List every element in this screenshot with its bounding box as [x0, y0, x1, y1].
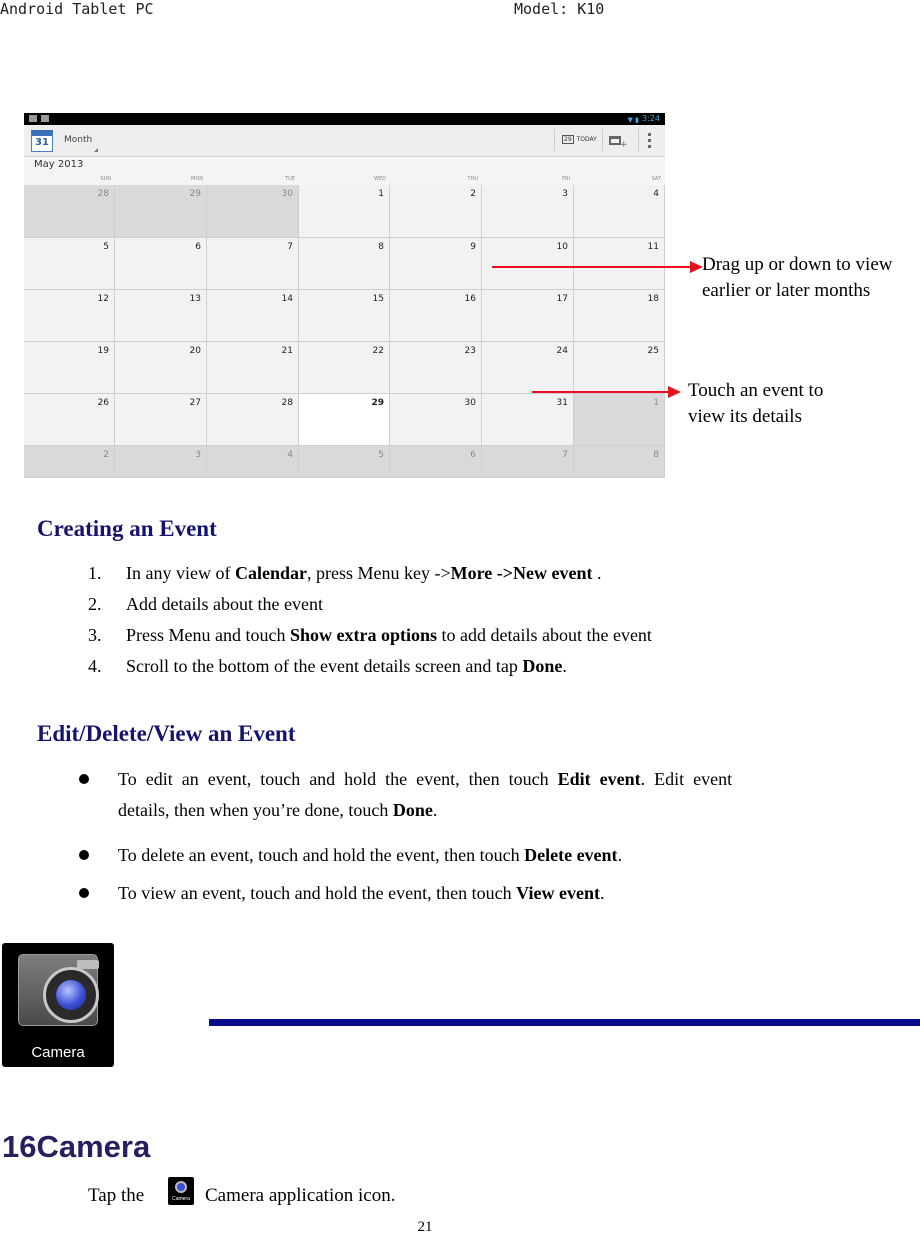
header-model: Model: K10 [514, 0, 605, 18]
step-number: 4. [88, 656, 102, 676]
divider [602, 129, 603, 151]
calendar-day-cell[interactable]: 5 [299, 446, 390, 478]
divider [638, 129, 639, 151]
bullet-icon [79, 850, 89, 860]
section-rule [209, 1019, 920, 1026]
weekday-label: SUN [100, 176, 111, 182]
calendar-day-cell[interactable]: 1 [574, 394, 665, 446]
step-2: Add details about the event [126, 594, 323, 614]
creating-heading: Creating an Event [37, 516, 217, 541]
calendar-day-cell[interactable]: 9 [390, 238, 482, 290]
calendar-day-cell[interactable]: 26 [24, 394, 115, 446]
edit-heading: Edit/Delete/View an Event [37, 721, 296, 746]
tap-suffix: Camera application icon. [205, 1185, 396, 1206]
camera-app-icon[interactable] [2, 943, 114, 1067]
tap-prefix: Tap the [88, 1185, 145, 1206]
calendar-day-cell[interactable]: 30 [207, 185, 299, 238]
today-button[interactable] [562, 135, 597, 144]
calendar-day-cell[interactable]: 1 [299, 185, 390, 238]
annotation-touch [688, 378, 823, 430]
arrow-right-icon [668, 386, 681, 398]
annotation-arrow-line [492, 266, 692, 268]
picture-notification-icon [29, 115, 37, 122]
month-title: May 2013 [34, 159, 84, 170]
weekday-label: MON [191, 176, 203, 182]
calendar-day-cell[interactable]: 17 [482, 290, 574, 342]
camera-icon [18, 954, 98, 1026]
step-number: 1. [88, 563, 102, 583]
calendar-day-cell[interactable]: 27 [115, 394, 207, 446]
bullet-icon [79, 774, 89, 784]
bullet-view: To view an event, touch and hold the event, then touch View event. [118, 883, 605, 903]
camera-app-small-icon: Camera [168, 1177, 194, 1205]
calendar-day-cell[interactable]: 7 [482, 446, 574, 478]
header-title: Android Tablet PC [0, 0, 154, 18]
calendar-day-cell[interactable]: 8 [299, 238, 390, 290]
step-3: Press Menu and touch Show extra options to add details about the event [126, 625, 652, 645]
calendar-day-cell[interactable]: 6 [115, 238, 207, 290]
step-4: Scroll to the bottom of the event details screen and tap Done. [126, 656, 567, 676]
month-grid [24, 185, 665, 478]
calendar-day-cell[interactable]: 30 [390, 394, 482, 446]
calendar-app-icon[interactable]: 31 [31, 130, 53, 152]
calendar-day-cell[interactable]: 16 [390, 290, 482, 342]
view-mode-label: Month [64, 135, 93, 145]
bullet-icon [79, 888, 89, 898]
calendar-day-cell[interactable]: 4 [574, 185, 665, 238]
weekday-header-row [24, 175, 665, 185]
step-number: 3. [88, 625, 102, 645]
calendar-day-cell[interactable]: 31 [482, 394, 574, 446]
calendar-day-cell[interactable]: 12 [24, 290, 115, 342]
action-bar [24, 125, 665, 157]
calendar-day-cell[interactable]: 29 [115, 185, 207, 238]
view-mode-dropdown[interactable] [64, 135, 92, 145]
calendar-day-cell[interactable]: 7 [207, 238, 299, 290]
weekday-label: THU [467, 176, 478, 182]
calendar-day-cell[interactable]: 4 [207, 446, 299, 478]
annotation-drag [702, 252, 893, 304]
wifi-battery-icon: ▼ ▮ [627, 116, 639, 124]
step-number: 2. [88, 594, 102, 614]
calendar-day-cell[interactable]: 22 [299, 342, 390, 394]
new-event-icon[interactable] [609, 136, 621, 145]
calendar-day-cell[interactable]: 25 [574, 342, 665, 394]
calendar-day-cell[interactable]: 15 [299, 290, 390, 342]
camera-icon-label: Camera [31, 1044, 85, 1061]
annotation-drag-line1: Drag up or down to view [702, 254, 893, 275]
calendar-day-cell[interactable]: 23 [390, 342, 482, 394]
calendar-day-cell[interactable]: 28 [24, 185, 115, 238]
calendar-day-cell[interactable]: 6 [390, 446, 482, 478]
calendar-day-cell[interactable]: 14 [207, 290, 299, 342]
annotation-touch-line2: view its details [688, 406, 802, 427]
annotation-arrow-line [532, 391, 672, 393]
status-bar [24, 113, 665, 125]
bullet-edit-line1: To edit an event, touch and hold the event, then touch Edit event. Edit event [118, 769, 733, 789]
page-number: 21 [417, 1219, 433, 1234]
today-date-icon: 29 [564, 136, 572, 143]
today-label: TODAY [576, 136, 597, 143]
step-1: In any view of Calendar, press Menu key ->More ->New event . [126, 563, 602, 583]
calendar-day-cell[interactable]: 11 [574, 238, 665, 290]
calendar-day-cell[interactable]: 2 [24, 446, 115, 478]
calendar-day-cell[interactable]: 19 [24, 342, 115, 394]
calendar-day-cell[interactable]: 13 [115, 290, 207, 342]
calendar-day-cell[interactable]: 8 [574, 446, 665, 478]
calendar-day-cell[interactable]: 24 [482, 342, 574, 394]
camera-notification-icon [41, 115, 49, 122]
calendar-day-cell[interactable]: 21 [207, 342, 299, 394]
overflow-menu-icon[interactable] [648, 133, 652, 151]
divider [554, 129, 555, 151]
calendar-day-cell[interactable]: 29 [299, 394, 390, 446]
calendar-day-cell[interactable]: 3 [115, 446, 207, 478]
calendar-day-cell[interactable]: 28 [207, 394, 299, 446]
bullet-delete: To delete an event, touch and hold the event, then touch Delete event. [118, 845, 623, 865]
calendar-screenshot [24, 113, 665, 478]
annotation-drag-line2: earlier or later months [702, 280, 871, 301]
weekday-label: WED [374, 176, 386, 182]
annotation-touch-line1: Touch an event to [688, 380, 824, 401]
calendar-day-cell[interactable]: 20 [115, 342, 207, 394]
camera-heading: 16Camera [2, 1129, 151, 1164]
calendar-day-cell[interactable]: 18 [574, 290, 665, 342]
dropdown-triangle-icon [94, 148, 98, 152]
weekday-label: SAT [651, 176, 661, 182]
calendar-day-cell[interactable]: 5 [24, 238, 115, 290]
weekday-label: FRI [562, 176, 570, 182]
weekday-label: TUE [285, 176, 295, 182]
bullet-edit-line2: details, then when you’re done, touch Done. [118, 800, 438, 820]
calendar-day-cell[interactable]: 10 [482, 238, 574, 290]
status-time: 3:24 [642, 114, 660, 123]
calendar-day-cell[interactable]: 3 [482, 185, 574, 238]
calendar-day-cell[interactable]: 2 [390, 185, 482, 238]
